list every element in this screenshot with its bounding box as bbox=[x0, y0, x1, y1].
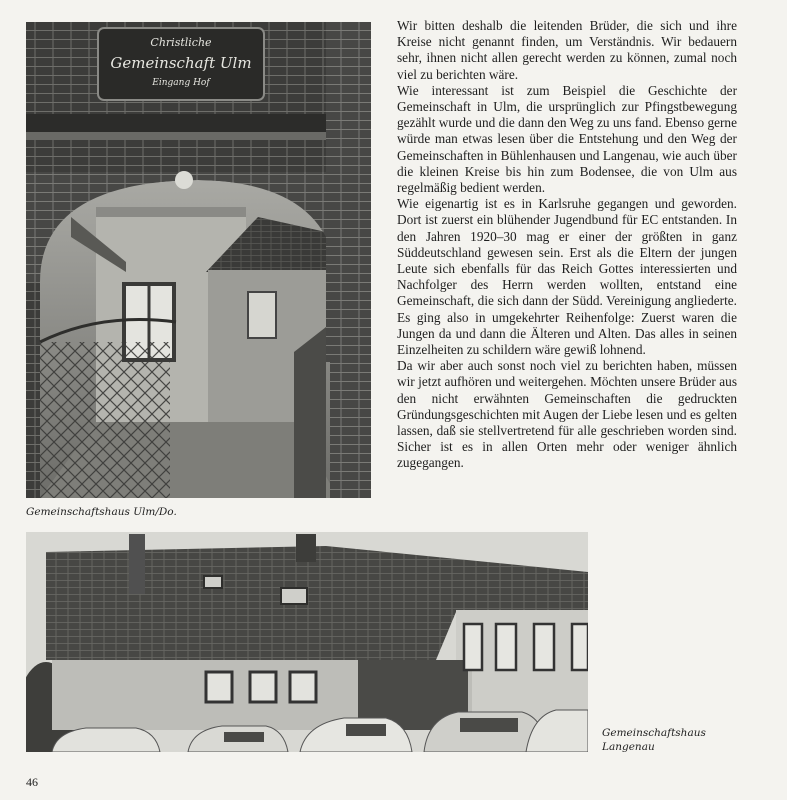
sign-text-line2: Gemeinschaft Ulm bbox=[110, 54, 252, 72]
page-number: 46 bbox=[26, 775, 38, 789]
paragraph-4: Da wir aber auch sonst noch viel zu berichten haben, müssen wir jetzt aufhören und weitergehen. Möchten unsere Brüder aus den nicht erwähnten Gemeinschaften die gedruckten Gründungsgeschichten mit Augen der Liebe lesen und es gelten lassen, daß sie stellvertretend für alle geschrieben worden sind. Sicher ist es in allen Orten mehr oder weniger ähnlich zugegangen. bbox=[397, 358, 737, 471]
photo-gemeinschaftshaus-langenau bbox=[26, 532, 588, 752]
photo-langenau-illustration bbox=[26, 532, 588, 752]
caption-ulm: Gemeinschaftshaus Ulm/Do. bbox=[26, 506, 177, 518]
caption-langenau-line2: Langenau bbox=[602, 741, 655, 753]
photo-ulm-illustration bbox=[26, 22, 371, 498]
paragraph-2: Wie interessant ist zum Beispiel die Geschichte der Gemeinschaft in Ulm, die ursprünglich zur Pfingstbewegung gezählt wurde und die dann den Weg zu uns fand. Ebenso gerne würde man etwas lesen über die Entstehung und den Weg der Gemeinschaften in Bühlenhausen und Langenau, wie auch über die kleinen Kreise bis hin zum Bodensee, die von Ulm aus regelmäßig bedient werden. bbox=[397, 82, 737, 196]
article-text bbox=[397, 18, 737, 472]
photo-gemeinschaftshaus-ulm bbox=[26, 22, 371, 498]
caption-langenau bbox=[602, 726, 762, 754]
caption-langenau-line1: Gemeinschaftshaus bbox=[602, 727, 706, 739]
sign-text-line3: Eingang Hof bbox=[152, 78, 210, 88]
paragraph-1: Wir bitten deshalb die leitenden Brüder, die sich und ihre Kreise nicht genannt finden, um Verständnis. Wir bedauern sehr, ihnen nicht allen gerecht werden zu können, zumal noch viel zu berichten wäre. bbox=[397, 18, 737, 82]
sign-text-line1: Christliche bbox=[150, 36, 212, 49]
paragraph-3: Wie eigenartig ist es in Karlsruhe gegangen und geworden. Dort ist zuerst ein blühender Jugendbund für EC entstanden. In den Jahren 1920–30 mag er einer der größten in ganz Süddeutschland gewesen sein. Erst als die Eltern der jungen Leute sich ebenfalls für das Reich Gottes interessierten und Nachfolger des Herrn werden wollten, entstand eine Gemeinschaft, die sich dann der Südd. Vereinigung angliederte. Es ging also in umgekehrter Reihenfolge: Zuerst waren die Jungen da und dann die Älteren und Alten. Das alles in seinen Einzelheiten zu schildern wäre gewiß lohnend. bbox=[397, 196, 737, 358]
